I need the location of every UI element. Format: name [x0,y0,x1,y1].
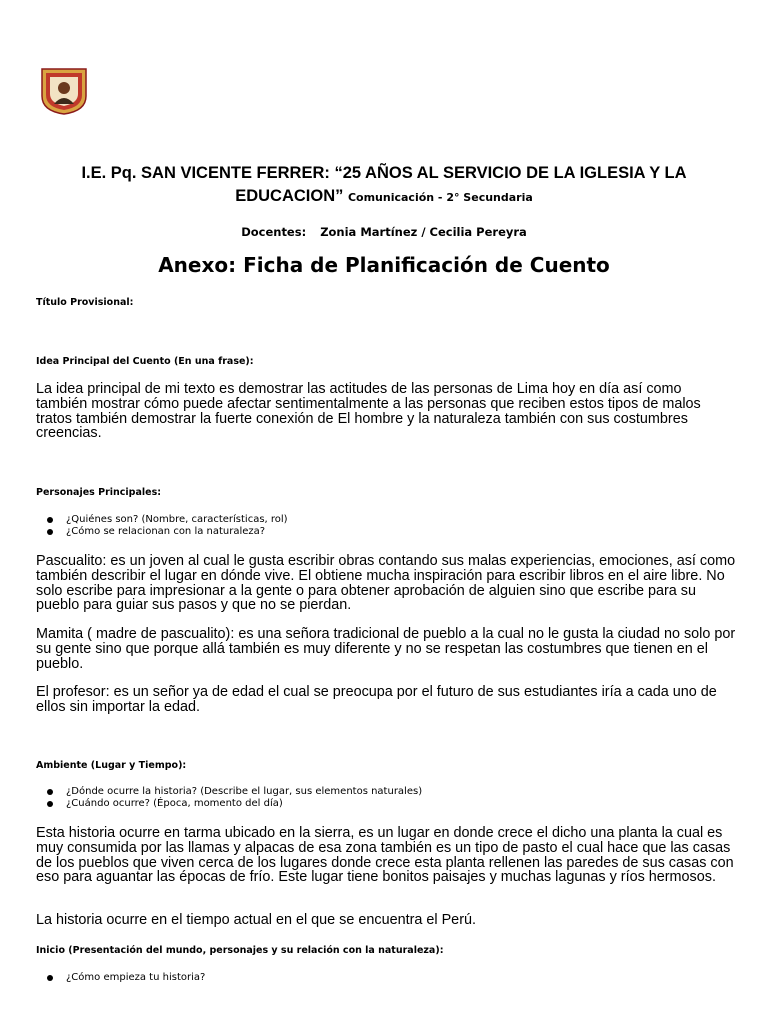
course-subtitle: Comunicación - 2° Secundaria [347,191,533,204]
characters-label: Personajes Principales: [36,487,162,498]
setting-place-text: Esta historia ocurre en tarma ubicado en la sierra, es un lugar en donde crece el dicho una planta la cual es muy consumida por las llamas y alpacas de esa zona también es un tipo de pasto el cual hace que las casas de los pueblos que viven cerca de los lugares donde crece esta planta rellenen las paredes de sus casas con eso para aguantar las épocas de frío. Este lugar tiene bonitos paisajes y muchas lagunas y ríos hermosos. [36,825,734,886]
teachers-label: Docentes: [241,225,307,239]
character-mamita-text: Mamita ( madre de pascualito): es una señora tradicional de pueblo a la cual no le gusta la ciudad no solo por su gente sino que porque allá también es muy diferente y no se respetan las costumbres que tienen en el pueblo. [36,626,736,672]
setting-bullet-list [46,786,422,810]
list-item: ¿Cómo se relacionan con la naturaleza? [46,526,288,538]
school-crest-logo [39,66,89,116]
list-item: ¿Cómo empieza tu historia? [46,972,205,984]
character-pascualito-text: Pascualito: es un joven al cual le gusta escribir obras contando sus malas experiencias, emociones, así como también describir el lugar en dónde vive. El obtiene mucha inspiración para escribir libros en el aire libre. No solo escribe para impresionar a la gente o para obtener aprobación de alguien sino que escribe para su pueblo para guiar sus pasos y que no se pierdan. [36,553,736,614]
beginning-label: Inicio (Presentación del mundo, personajes y su relación con la naturaleza): [36,945,444,956]
main-idea-text: La idea principal de mi texto es demostrar las actitudes de las personas de Lima hoy en día así como también mostrar cómo puede afectar sentimentalmente a las personas que reciben estos tipos de malos tratos también demostrar la fuerte conexión de El hombre y la naturaleza también con sus costumbres creencias. [36,381,701,442]
list-item: ¿Quiénes son? (Nombre, características, rol) [46,514,288,526]
provisional-title-label: Título Provisional: [36,297,134,308]
setting-time-text: La historia ocurre en el tiempo actual en el que se encuentra el Perú. [36,912,476,928]
setting-label: Ambiente (Lugar y Tiempo): [36,760,187,771]
characters-bullet-list [46,514,288,538]
list-item: ¿Cuándo ocurre? (Época, momento del día) [46,798,422,810]
beginning-bullet-list [46,972,205,984]
annex-title: Anexo: Ficha de Planificación de Cuento [158,253,610,277]
institution-title [34,162,734,209]
institution-name: I.E. Pq. SAN VICENTE FERRER: “25 AÑOS AL SERVICIO DE LA IGLESIA Y LA EDUCACION” [81,164,687,205]
character-profesor-text: El profesor: es un señor ya de edad el cual se preocupa por el futuro de sus estudiantes iría a cada uno de ellos sin importar la edad. [36,684,717,715]
list-item: ¿Dónde ocurre la historia? (Describe el lugar, sus elementos naturales) [46,786,422,798]
main-idea-label: Idea Principal del Cuento (En una frase): [36,356,254,367]
teachers-names: Zonia Martínez / Cecilia Pereyra [320,225,527,239]
teachers-line [0,225,768,239]
